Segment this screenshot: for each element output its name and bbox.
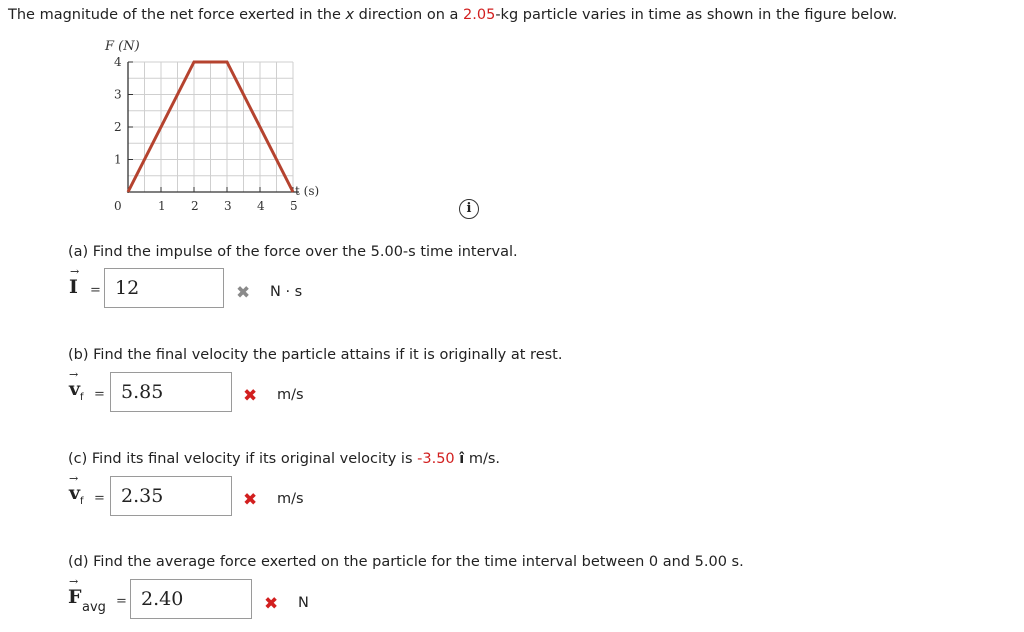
incorrect-icon-c: ✖ bbox=[243, 490, 258, 510]
x-tick-labels bbox=[114, 199, 298, 213]
question-a: (a) Find the impulse of the force over the 5.00-s time interval. bbox=[68, 244, 518, 260]
avg-subscript: avg bbox=[82, 600, 106, 615]
y-tick-label-1: 1 bbox=[114, 152, 122, 167]
x-tick-label-2: 2 bbox=[191, 199, 199, 213]
question-b: (b) Find the final velocity the particle attains if it is originally at rest. bbox=[68, 347, 563, 363]
equals-sign-d: = bbox=[116, 594, 127, 609]
x-tick-label-3: 3 bbox=[224, 199, 232, 213]
unit-a: N · s bbox=[270, 284, 303, 300]
incorrect-icon-d: ✖ bbox=[264, 594, 279, 614]
impulse-symbol: → I bbox=[69, 265, 80, 298]
question-d: (d) Find the average force exerted on the particle for the time interval between 0 and 5.00 s. bbox=[68, 554, 744, 570]
y-tick-label-3: 3 bbox=[114, 87, 122, 102]
y-axis-label: F (N) bbox=[105, 39, 140, 54]
equals-sign-c: = bbox=[94, 491, 105, 506]
average-force-symbol: → F bbox=[68, 575, 82, 608]
y-tick-label-2: 2 bbox=[114, 120, 122, 134]
question-c: (c) Find its final velocity if its original velocity is -3.50 î m/s. bbox=[68, 451, 501, 467]
final-velocity-symbol-c: → $v_f$ bbox=[69, 472, 84, 507]
unit-vector-i: î bbox=[459, 451, 465, 467]
vector-arrow-icon: → bbox=[69, 368, 79, 381]
info-icon[interactable]: i bbox=[459, 199, 479, 219]
unit-c: m/s bbox=[277, 491, 304, 507]
final-velocity-symbol-b: → $v_f$ bbox=[69, 368, 84, 403]
x-tick-label-4: 4 bbox=[257, 199, 265, 213]
y-tick-labels bbox=[114, 55, 122, 167]
answer-input-b[interactable]: 5.85 bbox=[110, 372, 232, 412]
x-tick-label-1: 1 bbox=[158, 199, 166, 213]
x-variable: x bbox=[345, 7, 355, 23]
force-time-graph bbox=[95, 36, 355, 226]
initial-velocity-value: -3.50 bbox=[417, 451, 455, 467]
graph-grid bbox=[128, 62, 293, 192]
x-tick-label-0: 0 bbox=[114, 199, 122, 213]
y-tick-label-4: 4 bbox=[114, 55, 122, 69]
incorrect-icon-a: ✖ bbox=[236, 283, 251, 303]
x-tick-label-5: 5 bbox=[290, 199, 298, 213]
answer-input-d[interactable]: 2.40 bbox=[130, 579, 252, 619]
unit-d: N bbox=[298, 595, 309, 611]
unit-b: m/s bbox=[277, 387, 304, 403]
problem-statement: The magnitude of the net force exerted in the x direction on a 2.05-kg particle varies in time as shown in the figure below. bbox=[8, 7, 898, 23]
equals-sign-b: = bbox=[94, 387, 105, 402]
equals-sign-a: = bbox=[90, 283, 101, 298]
vector-arrow-icon: → bbox=[70, 265, 80, 278]
answer-input-a[interactable]: 12 bbox=[104, 268, 224, 308]
vector-arrow-icon: → bbox=[69, 575, 79, 588]
x-axis-label: t (s) bbox=[295, 184, 320, 198]
mass-value: 2.05 bbox=[463, 7, 496, 23]
answer-input-c[interactable]: 2.35 bbox=[110, 476, 232, 516]
vector-arrow-icon: → bbox=[69, 472, 79, 485]
incorrect-icon-b: ✖ bbox=[243, 386, 258, 406]
